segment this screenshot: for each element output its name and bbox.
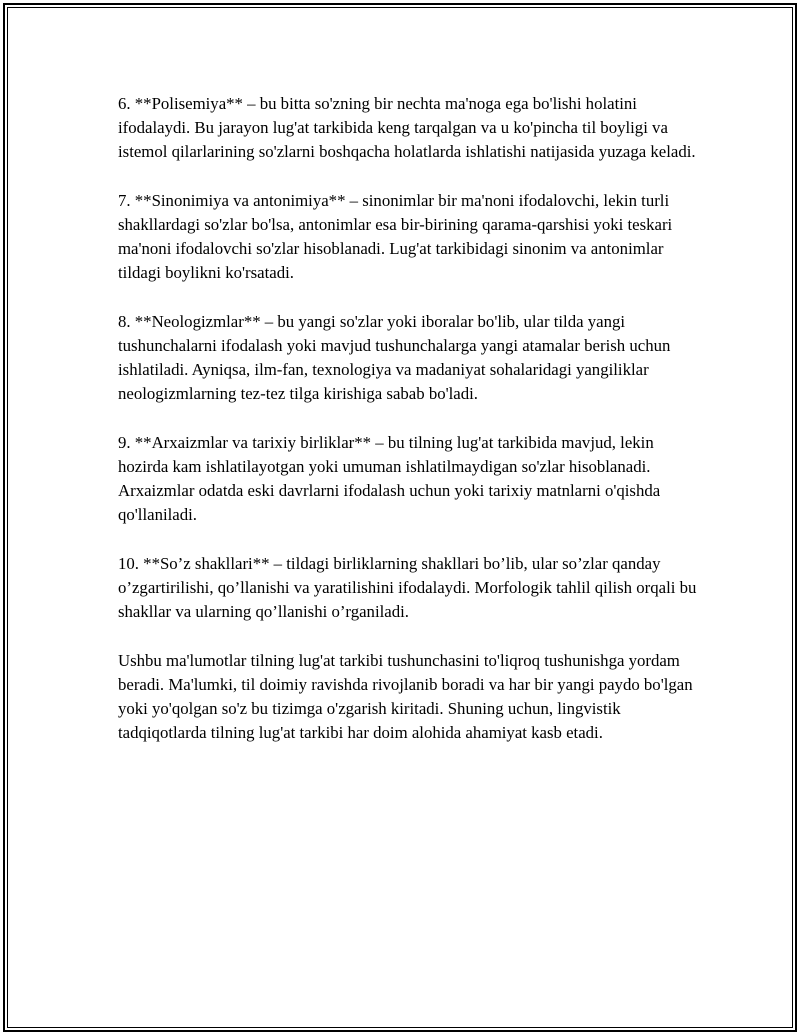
paragraph-soz-shakllari: 10. **So’z shakllari** – tildagi birliklarning shakllari bo’lib, ular so’zlar qanday o’zgartirilishi, qo’llanishi va yaratilishini ifodalaydi. Morfologik tahlil qilish orqali bu shakllar va ularning qo’llanishi o’rganiladi. xyxy=(118,553,697,622)
paragraph-neologizmlar: 8. **Neologizmlar** – bu yangi so'zlar yoki iboralar bo'lib, ular tilda yangi tushunchalarni ifodalash yoki mavjud tushunchalarga yangi atamalar berish uchun ishlatiladi. Ayniqsa, ilm-fan, texnologiya va madaniyat sohalaridagi yangiliklar neologizmlarning tez-tez tilga kirishiga sabab bo'ladi. xyxy=(118,311,671,404)
paragraph-sinonimiya: 7. **Sinonimiya va antonimiya** – sinonimlar bir ma'noni ifodalovchi, lekin turli shakllardagi so'zlar bo'lsa, antonimlar esa bir-birining qarama-qarshisi yoki teskari ma'noni ifodalovchi so'zlar hisoblanadi. Lug'at tarkibidagi sinonim va antonimlar tildagi boylikni ko'rsatadi. xyxy=(118,190,673,283)
paragraph-polisemiya: 6. **Polisemiya** – bu bitta so'zning bir nechta ma'noga ega bo'lishi holatini ifodalaydi. Bu jarayon lug'at tarkibida keng tarqalgan va u ko'pincha til boyligi va istemol qilarlarining so'zlarni boshqacha holatlarda ishlatishi natijasida yuzaga keladi. xyxy=(118,94,696,162)
document-body xyxy=(118,92,698,770)
paragraph-arxaizmlar: 9. **Arxaizmlar va tarixiy birliklar** – bu tilning lug'at tarkibida mavjud, lekin hozirda kam ishlatilayotgan yoki umuman ishlatilmaydigan so'zlar hisoblanadi. Arxaizmlar odatda eski davrlarni ifodalash uchun yoki tarixiy matnlarni o'qishda qo'llaniladi. xyxy=(118,432,661,525)
paragraph-conclusion: Ushbu ma'lumotlar tilning lug'at tarkibi tushunchasini to'liqroq tushunishga yordam beradi. Ma'lumki, til doimiy ravishda rivojlanib boradi va har bir yangi paydo bo'lgan yoki yo'qolgan so'z bu tizimga o'zgarish kiritadi. Shuning uchun, lingvistik tadqiqotlarda tilning lug'at tarkibi har doim alohida ahamiyat kasb etadi. xyxy=(118,650,693,743)
